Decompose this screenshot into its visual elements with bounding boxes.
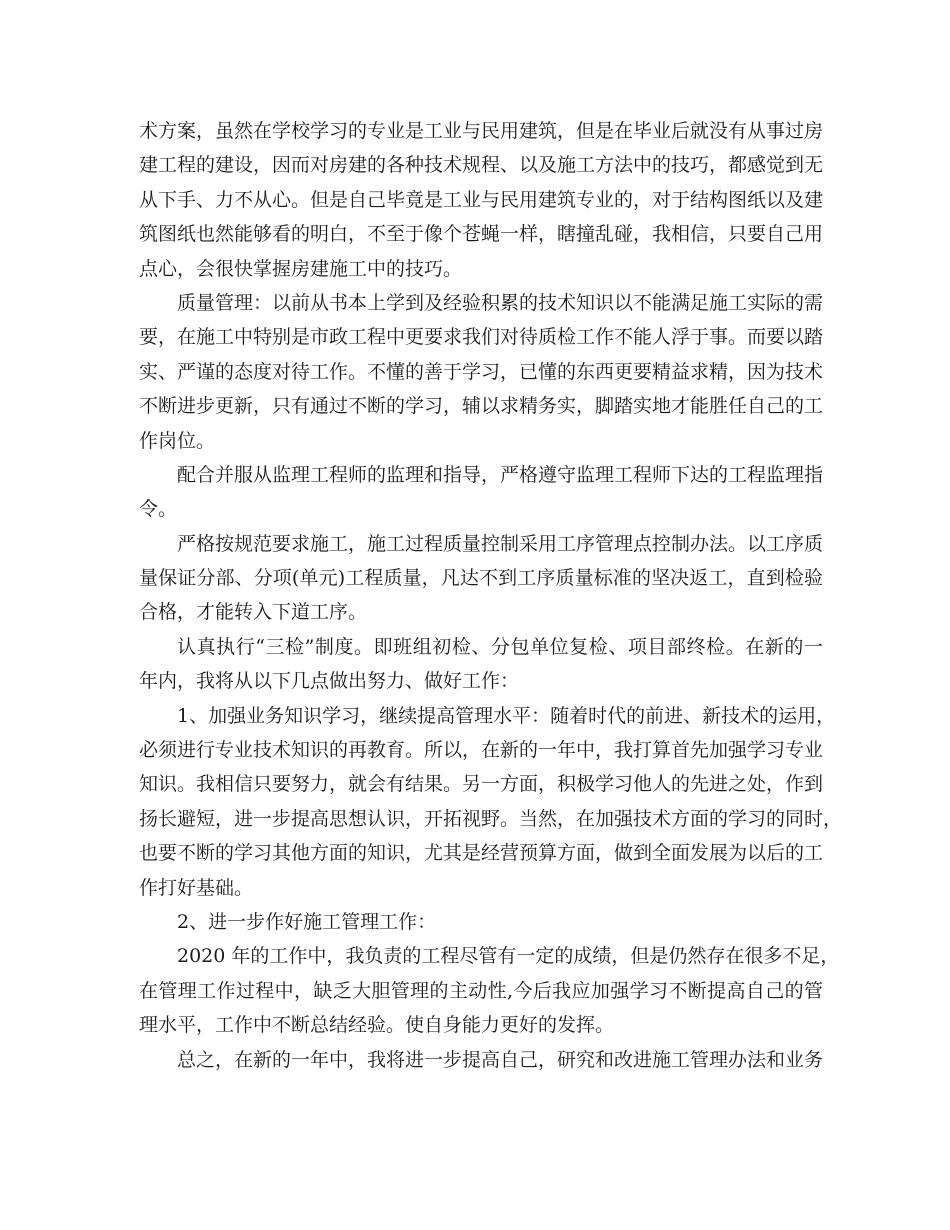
paragraph [139,527,823,630]
text-line: 必须进行专业技术知识的再教育。所以，在新的一年中，我打算首先加强学习专业 [139,739,824,762]
text-line: 作岗位。 [139,429,216,452]
text-line: 1、加强业务知识学习，继续提高管理水平：随着时代的前进、新技术的运用， [177,704,836,727]
text-line: 扬长避短，进一步提高思想认识，开拓视野。当然，在加强技术方面的学习的同时， [139,807,843,830]
text-line: 从下手、力不从心。但是自己毕竟是工业与民用建筑专业的，对于结构图纸以及建 [139,188,824,211]
text-line: 知识。我相信只要努力，就会有结果。另一方面，积极学习他人的先进之处，作到 [139,773,824,796]
paragraph [139,286,823,458]
text-line: 作打好基础。 [139,876,254,899]
paragraph [139,905,823,939]
text-line: 2020 年的工作中，我负责的工程尽管有一定的成绩，但是仍然存在很多不足， [177,945,840,968]
paragraph [139,630,823,699]
paragraph [139,699,843,905]
paragraph [139,939,840,1042]
text-line: 也要不断的学习其他方面的知识，尤其是经营预算方面，做到全面发展为以后的工 [139,842,824,865]
text-line: 实、严谨的态度对待工作。不懂的善于学习，已懂的东西更要精益求精，因为技术 [139,360,824,383]
paragraph [139,1043,823,1077]
text-line: 术方案，虽然在学校学习的专业是工业与民用建筑，但是在毕业后就没有从事过房 [139,120,824,142]
text-line: 严格按规范要求施工，施工过程质量控制采用工序管理点控制办法。以工序质 [177,532,824,555]
text-line: 点心，会很快掌握房建施工中的技巧。 [139,257,463,280]
text-line: 总之，在新的一年中，我将进一步提高自己，研究和改进施工管理办法和业务 [177,1048,824,1071]
text-line: 令。 [139,498,178,521]
text-line: 理水平，工作中不断总结经验。使自身能力更好的发挥。 [139,1014,615,1037]
text-line: 配合并服从监理工程师的监理和指导，严格遵守监理工程师下达的工程监理指 [177,463,824,486]
text-line: 质量管理：以前从书本上学到及经验积累的技术知识以不能满足施工实际的需 [177,291,824,314]
paragraph [139,114,823,286]
text-line: 在管理工作过程中，缺乏大胆管理的主动性,今后我应加强学习不断提高自己的管 [139,979,823,1002]
text-line: 筑图纸也然能够看的明白，不至于像个苍蝇一样，瞎撞乱碰，我相信，只要自己用 [139,223,824,246]
document-body [139,114,843,1077]
text-line: 建工程的建设，因而对房建的各种技术规程、以及施工方法中的技巧，都感觉到无 [139,154,824,177]
paragraph [139,458,823,527]
text-line: 2、进一步作好施工管理工作： [177,910,437,933]
text-line: 年内，我将从以下几点做出努力、做好工作： [139,670,520,693]
text-line: 不断进步更新，只有通过不断的学习，辅以求精务实，脚踏实地才能胜任自己的工 [139,395,824,418]
text-line: 要，在施工中特别是市政工程中更要求我们对待质检工作不能人浮于事。而要以踏 [139,326,824,349]
text-line: 合格，才能转入下道工序。 [139,601,368,624]
text-line: 量保证分部、分项(单元)工程质量，凡达不到工序质量标准的坚决返工，直到检验 [139,567,823,590]
text-line: 认真执行“三检”制度。即班组初检、分包单位复检、项目部终检。在新的一 [177,635,823,658]
